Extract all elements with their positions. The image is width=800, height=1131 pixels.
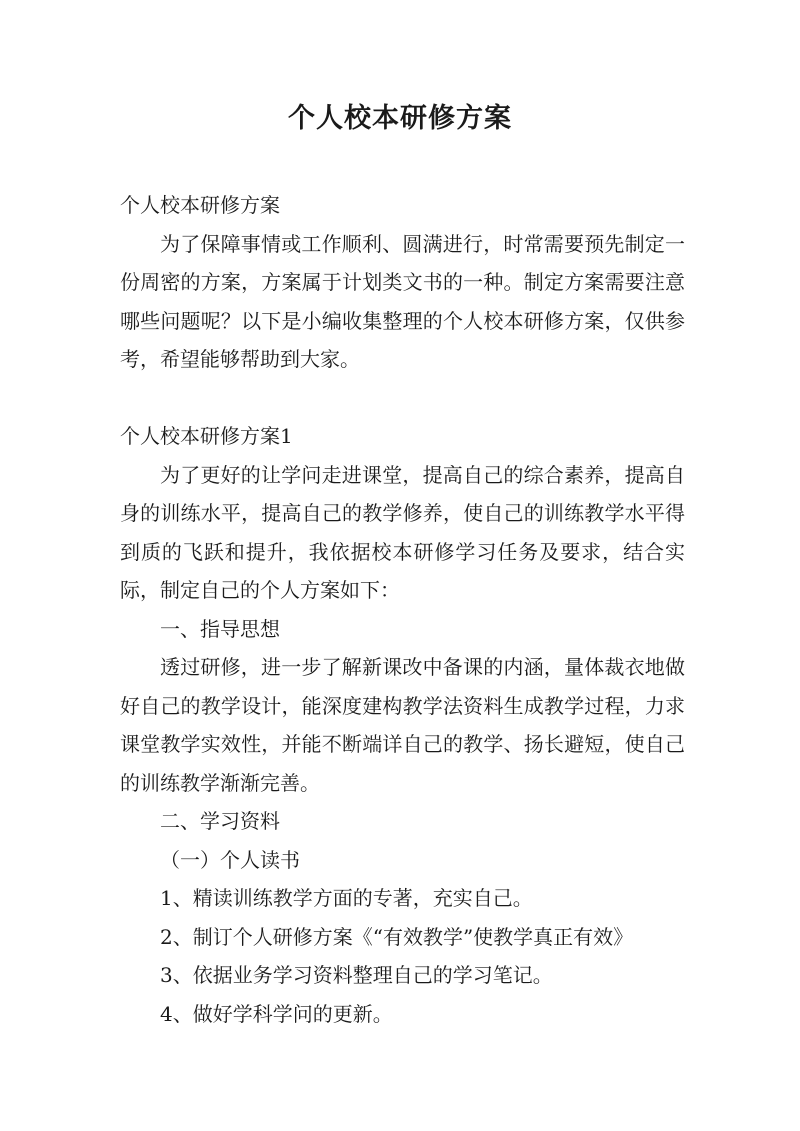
- sub1-heading: （一）个人读书: [160, 847, 300, 872]
- section1-paragraph: 为了更好的让学问走进课堂，提高自己的综合素养，提高自身的训练水平，提高自己的教学修养，使自己的训练教学水平得到质的飞跃和提升，我依据校本研修学习任务及要求，结合实际，制定自己的个人方案如下：: [120, 462, 685, 602]
- paragraph-spacer: [120, 379, 685, 418]
- part1-paragraph: 透过研修，进一步了解新课改中备课的内涵，量体裁衣地做好自己的教学设计，能深度建构教学法资料生成教学过程，力求课堂教学实效性，并能不断端详自己的教学、扬长避短，使自己的训练教学渐渐完善。: [120, 655, 685, 795]
- intro-paragraph: 为了保障事情或工作顺利、圆满进行，时常需要预先制定一份周密的方案，方案属于计划类文书的一种。制定方案需要注意哪些问题呢？以下是小编收集整理的个人校本研修方案，仅供参考，希望能够帮助到大家。: [120, 231, 685, 371]
- document-title: 个人校本研修方案: [288, 103, 512, 134]
- part1-heading: 一、指导思想: [160, 616, 280, 641]
- intro-heading: 个人校本研修方案: [120, 193, 280, 217]
- part2-heading: 二、学习资料: [160, 809, 280, 833]
- section1-heading: 个人校本研修方案1: [120, 424, 293, 448]
- list-item: 4、做好学科学问的更新。: [160, 1001, 393, 1026]
- document-body: [120, 186, 685, 1033]
- list-item: 2、制订个人研修方案《“有效教学”使教学真正有效》: [160, 924, 634, 949]
- list-item: 1、精读训练教学方面的专著，充实自己。: [160, 886, 533, 910]
- list-item: 3、依据业务学习资料整理自己的学习笔记。: [160, 963, 553, 987]
